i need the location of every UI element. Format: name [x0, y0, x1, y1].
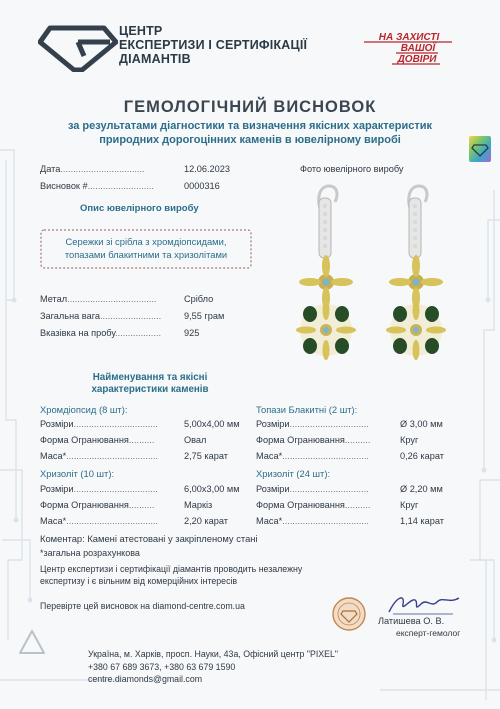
left-earring-icon: [296, 186, 356, 360]
chrysolite24-size-row: Розміри...............................: [256, 484, 369, 494]
date-label: Дата: [40, 164, 61, 174]
chrysolite24-cut: Круг: [400, 500, 419, 510]
chromdiopside-cut: Овал: [184, 435, 207, 445]
triangle-mark-icon: [18, 628, 46, 656]
topaz-size-row: Розміри...............................: [256, 419, 369, 429]
topaz-mass-row: Маса*..................................: [256, 451, 369, 461]
phones-line: +380 67 689 3673, +380 63 679 1590: [88, 661, 236, 672]
disclaimer-line-2: експертизу і є вільним від комерційних інтересів: [40, 575, 238, 586]
document-subtitle: [0, 119, 500, 147]
diamond-logo-icon: [38, 22, 118, 72]
hologram-sticker-icon: [469, 136, 491, 162]
chrysolite10-title: Хризоліт (10 шт):: [40, 468, 115, 479]
description-heading: Опис ювелірного виробу: [80, 203, 199, 214]
metal-label: Метал: [40, 294, 68, 304]
document-title: ГЕМОЛОГІЧНИЙ ВИСНОВОК: [123, 98, 377, 116]
comment-text: Коментар: Камені атестовані у закріпленому стані: [40, 533, 258, 544]
description-text: [40, 235, 252, 261]
size-label: Розміри: [40, 484, 74, 494]
chrysolite10-mass-row: Маса*....................................: [40, 516, 159, 526]
photo-heading: Фото ювелірного виробу: [300, 164, 404, 174]
chromdiopside-cut-row: Форма Огранювання..........: [40, 435, 155, 445]
chrysolite24-cut-row: Форма Огранювання..........: [256, 500, 371, 510]
company-seal-icon: [331, 596, 367, 632]
description-line-1: Сережки зі срібла з хромдіопсидами,: [65, 236, 227, 247]
topaz-size: Ø 3,00 мм: [400, 419, 443, 429]
chromdiopside-size-row: Розміри.................................: [40, 419, 158, 429]
disclaimer: [40, 564, 370, 587]
chrysolite24-mass: 1,14 карат: [400, 516, 444, 526]
right-earring-icon: [386, 186, 446, 360]
chrysolite24-size: Ø 2,20 мм: [400, 484, 443, 494]
size-label: Розміри: [256, 419, 290, 429]
chrysolite10-size: 6,00х3,00 мм: [184, 484, 240, 494]
mass-label: Маса*: [40, 451, 67, 461]
slogan-stamp: [356, 30, 456, 70]
date-row: Дата.................................: [40, 164, 145, 174]
weight-row: Загальна вага........................: [40, 311, 162, 321]
slogan-line-1: НА ЗАХИСТІ: [378, 32, 440, 43]
number-row: Висновок #..........................: [40, 181, 154, 191]
description-line-2: топазами блакитними та хризолітами: [64, 249, 228, 260]
chromdiopside-size: 5,00х4,00 мм: [184, 419, 240, 429]
probe-row: Вказівка на пробу..................: [40, 328, 161, 338]
chromdiopside-mass: 2,75 карат: [184, 451, 228, 461]
subtitle-line-1: за результатами діагностики та визначення якісних характеристик: [67, 120, 433, 132]
chromdiopside-title: Хромдіопсид (8 шт):: [40, 404, 128, 415]
brand-line-1: ЦЕНТР: [119, 24, 163, 38]
email-line: centre.diamonds@gmail.com: [88, 674, 203, 684]
weight-value: 9,55 грам: [184, 311, 225, 321]
expert-name: Латишева О. В.: [378, 616, 445, 626]
earring-photo: [285, 180, 460, 380]
number-value: 0000316: [184, 181, 220, 191]
weight-label: Загальна вага: [40, 311, 100, 321]
date-value: 12.06.2023: [184, 164, 230, 174]
probe-value: 925: [184, 328, 200, 338]
chrysolite10-size-row: Розміри.................................: [40, 484, 158, 494]
topaz-cut: Круг: [400, 435, 419, 445]
cut-label: Форма Огранювання: [256, 435, 345, 445]
cut-label: Форма Огранювання: [40, 500, 129, 510]
address-line: Україна, м. Харків, просп. Науки, 43а, Офісний центр "PIXEL": [88, 649, 339, 659]
chromdiopside-mass-row: Маса*....................................: [40, 451, 159, 461]
contact-block: [88, 648, 338, 686]
expert-signature-icon: [383, 590, 463, 618]
topaz-mass: 0,26 карат: [400, 451, 444, 461]
brand-line-3: ДІАМАНТІВ: [119, 52, 191, 66]
verify-link-text: Перевірте цей висновок на diamond-centre.com.ua: [40, 601, 245, 611]
chrysolite10-mass: 2,20 карат: [184, 516, 228, 526]
disclaimer-line-1: Центр експертизи і сертифікації діамантів проводить незалежну: [40, 564, 303, 574]
slogan-line-3: ДОВІРИ: [397, 54, 437, 65]
topaz-title: Топази Блакитні (2 шт):: [256, 404, 358, 415]
size-label: Розміри: [40, 419, 74, 429]
brand-name: [119, 24, 307, 66]
chrysolite24-mass-row: Маса*..................................: [256, 516, 369, 526]
stones-heading-line-2: характеристики каменів: [91, 384, 209, 395]
mass-label: Маса*: [256, 451, 283, 461]
expert-role: експерт-гемолог: [396, 628, 461, 638]
metal-value: Срібло: [184, 294, 214, 304]
footnote-text: *загальна розрахункова: [40, 548, 140, 558]
mass-label: Маса*: [40, 516, 67, 526]
chrysolite10-cut-row: Форма Огранювання..........: [40, 500, 155, 510]
cut-label: Форма Огранювання: [40, 435, 129, 445]
chrysolite10-cut: Маркіз: [184, 500, 213, 510]
mass-label: Маса*: [256, 516, 283, 526]
topaz-cut-row: Форма Огранювання..........: [256, 435, 371, 445]
probe-label: Вказівка на пробу: [40, 328, 116, 338]
slogan-line-2: ВАШОЇ: [400, 43, 436, 54]
cut-label: Форма Огранювання: [256, 500, 345, 510]
number-label: Висновок #: [40, 181, 88, 191]
chrysolite24-title: Хризоліт (24 шт):: [256, 468, 331, 479]
metal-row: Метал...................................: [40, 294, 157, 304]
stones-heading: [60, 372, 240, 396]
subtitle-line-2: природних дорогоцінних каменів в ювелірному виробі: [99, 134, 401, 146]
stones-heading-line-1: Найменування та якісні: [92, 372, 208, 383]
size-label: Розміри: [256, 484, 290, 494]
brand-line-2: ЕКСПЕРТИЗИ І СЕРТИФІКАЦІЇ: [119, 38, 308, 52]
